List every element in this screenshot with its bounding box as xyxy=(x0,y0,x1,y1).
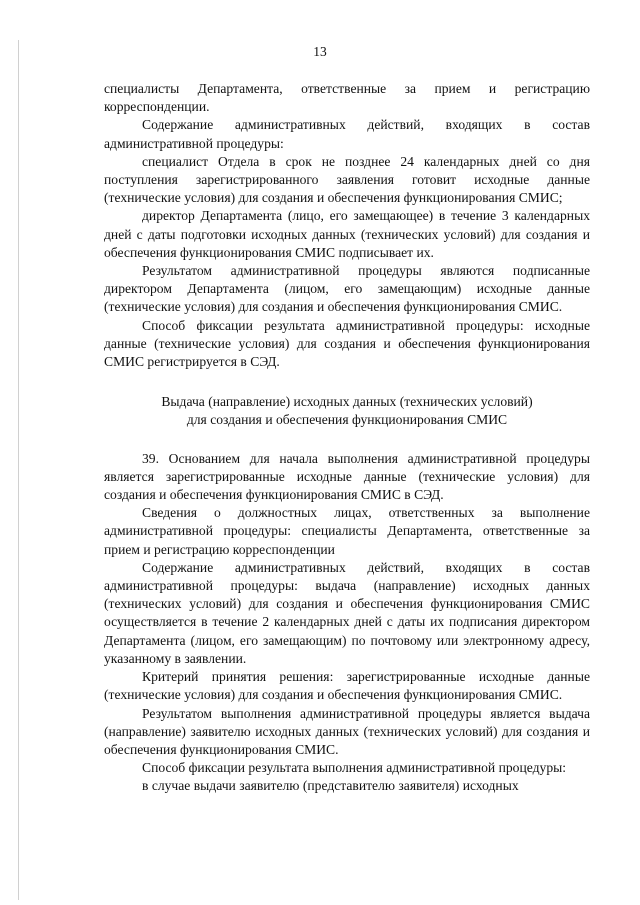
paragraphs-before-heading xyxy=(104,80,590,371)
paragraph: Результатом выполнения административной процедуры является выдача (направление) заявителю исходных данных (технических условий) для создания и обеспечения функционирования СМИС. xyxy=(104,705,590,757)
paragraph: Способ фиксации результата административной процедуры: исходные данные (технические условия) для создания и обеспечения функционирования СМИС регистрируется в СЭД. xyxy=(104,317,590,370)
section-heading-line-1: Выдача (направление) исходных данных (технических условий) xyxy=(161,394,533,410)
paragraph: директор Департамента (лицо, его замещающее) в течение 3 календарных дней с даты подготовки исходных данных (технических условий) для создания и обеспечения функционирования СМИС подписывает их. xyxy=(104,208,590,260)
paragraph: Содержание административных действий, входящих в состав административной процедуры: xyxy=(104,117,590,151)
paragraph: Содержание административных действий, входящих в состав административной процедуры: выдача (направление) исходных данных (технических условий) для создания и обеспечения функционирования СМИС осуществляется в течение 2 календарных дней с даты их подписания директором Департамента (лицом, его замещающим) по почтовому или электронному адресу, указанному в заявлении. xyxy=(104,559,590,666)
paragraph: Способ фиксации результата выполнения административной процедуры: xyxy=(142,760,567,776)
paragraph: Критерий принятия решения: зарегистрированные исходные данные (технические условия) для создания и обеспечения функционирования СМИС. xyxy=(104,669,590,703)
section-heading xyxy=(104,393,590,429)
section-heading-line-2: для создания и обеспечения функционирования СМИС xyxy=(186,412,508,428)
paragraph: специалист Отдела в срок не позднее 24 календарных дней со дня поступления зарегистрированного заявления готовит исходные данные (технические условия) для создания и обеспечения функционирования СМИС; xyxy=(104,153,590,206)
page-number: 13 xyxy=(313,44,327,59)
document-body xyxy=(104,80,590,796)
paragraph: в случае выдачи заявителю (представителю заявителя) исходных xyxy=(142,778,519,794)
paragraphs-after-heading xyxy=(104,450,590,796)
paragraph: Сведения о должностных лицах, ответственных за выполнение административной процедуры: специалисты Департамента, ответственные за прием и регистрацию корреспонденции xyxy=(104,505,590,557)
paragraph: специалисты Департамента, ответственные за прием и регистрацию корреспонденции. xyxy=(104,81,590,115)
paragraph: 39. Основанием для начала выполнения административной процедуры является зарегистрированные исходные данные (технические условия) для создания и обеспечения функционирования СМИС в СЭД. xyxy=(104,450,590,503)
scan-edge-line xyxy=(18,40,19,900)
paragraph: Результатом административной процедуры являются подписанные директором Департамента (лицом, его замещающим) исходные данные (технические условия) для создания и обеспечения функционирования СМИС. xyxy=(104,263,590,315)
